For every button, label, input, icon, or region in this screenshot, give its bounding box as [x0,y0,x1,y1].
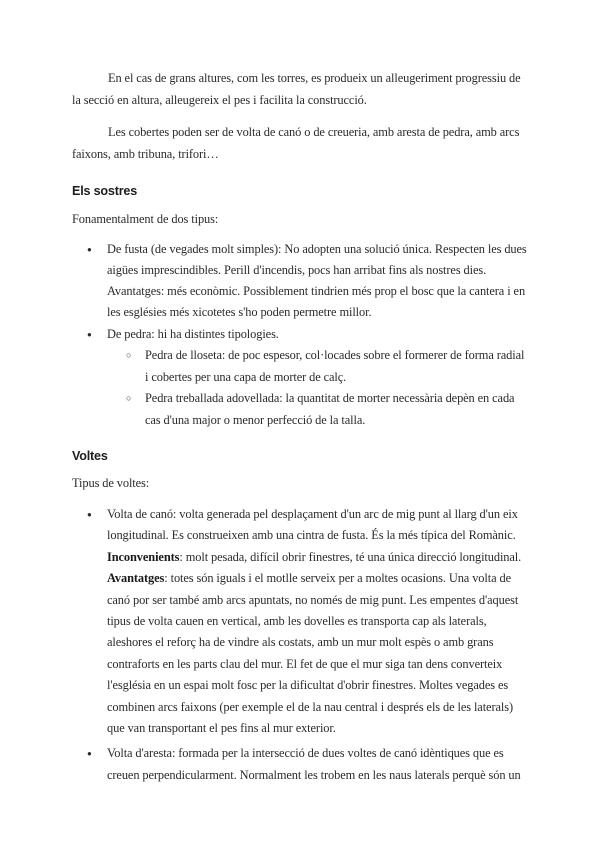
inconvenients-label: Inconvenients [107,549,180,564]
paragraph-cobertes: Les cobertes poden ser de volta de canó o de creueria, amb aresta de pedra, amb arcs faixons, amb tribuna, trifori… [72,125,520,161]
pedra-sublist [145,345,527,431]
sublist-item-lloseta: ○ Pedra de lloseta: de poc espesor, col·locades sobre el formerer de forma radial i cobertes per una capa de morter de calç. [145,345,527,388]
volta-cano-text: Volta de canó: volta generada pel desplaçament d'un arc de mig punt al llarg d'un eix longitudinal. Es construeixen amb una cintra de fusta. És la més típica del Romànic. [107,507,518,543]
avantatges-text: : totes són iguals i el motlle serveix per a moltes ocasions. Una volta de canó por ser també amb arcs apuntats, no només de mig punt. Les empentes d'aquest tipus de volta cauen en vertical, amb les dovelles es transporta cap als laterals, aleshores el reforç ha de vindre als costats, amb un mur molt espès o amb grans contraforts en les parts clau del mur. El fet de que el mur siga tan dens converteix l'església en un espai molt fosc per la dificultat d'obrir finestres. Moltes vegades es combinen arcs faixons (per exemple el de la nau central i després els de les laterals) que van transportant el pes fins al mur exterior. [107,571,519,736]
list-item-volta-aresta: ● Volta d'aresta: formada per la intersecció de dues voltes de canó idèntiques que es creuen perpendicularment. Normalment les trobem en les naus laterals perquè són un [107,743,527,786]
voltes-list [107,504,527,786]
sostres-intro: Fonamentalment de dos tipus: [72,212,219,226]
list-item-pedra [107,324,527,431]
heading-els-sostres: Els sostres [72,184,138,198]
list-item-volta-cano [107,504,527,739]
list-item-fusta: ● De fusta (de vegades molt simples): No adopten una solució única. Respecten les dues aigües imprescindibles. Perill d'incendis, pocs han arribat fins als nostres dies. Avantatges: més econòmic. Possiblement tindrien més prop el bosc que la cantera i en les esglésies més xicotetes s'ho poden permetre millor. [107,239,527,323]
voltes-intro: Tipus de voltes: [72,476,150,490]
pedra-label: De pedra: hi ha distintes tipologies. [107,327,279,341]
sostres-list [107,239,527,431]
inconvenients-text: : molt pesada, difícil obrir finestres, té una única direcció longitudinal. [179,549,522,564]
paragraph-torres: En el cas de grans altures, com les torres, es produeix un alleugeriment progressiu de la secció en altura, alleugereix el pes i facilita la construcció. [72,71,521,107]
sublist-item-adovellada: ○ Pedra treballada adovellada: la quantitat de morter necessària depèn en cada cas d'una major o menor perfecció de la talla. [145,388,527,431]
avantatges-label: Avantatges [107,571,165,586]
heading-voltes: Voltes [72,449,108,463]
